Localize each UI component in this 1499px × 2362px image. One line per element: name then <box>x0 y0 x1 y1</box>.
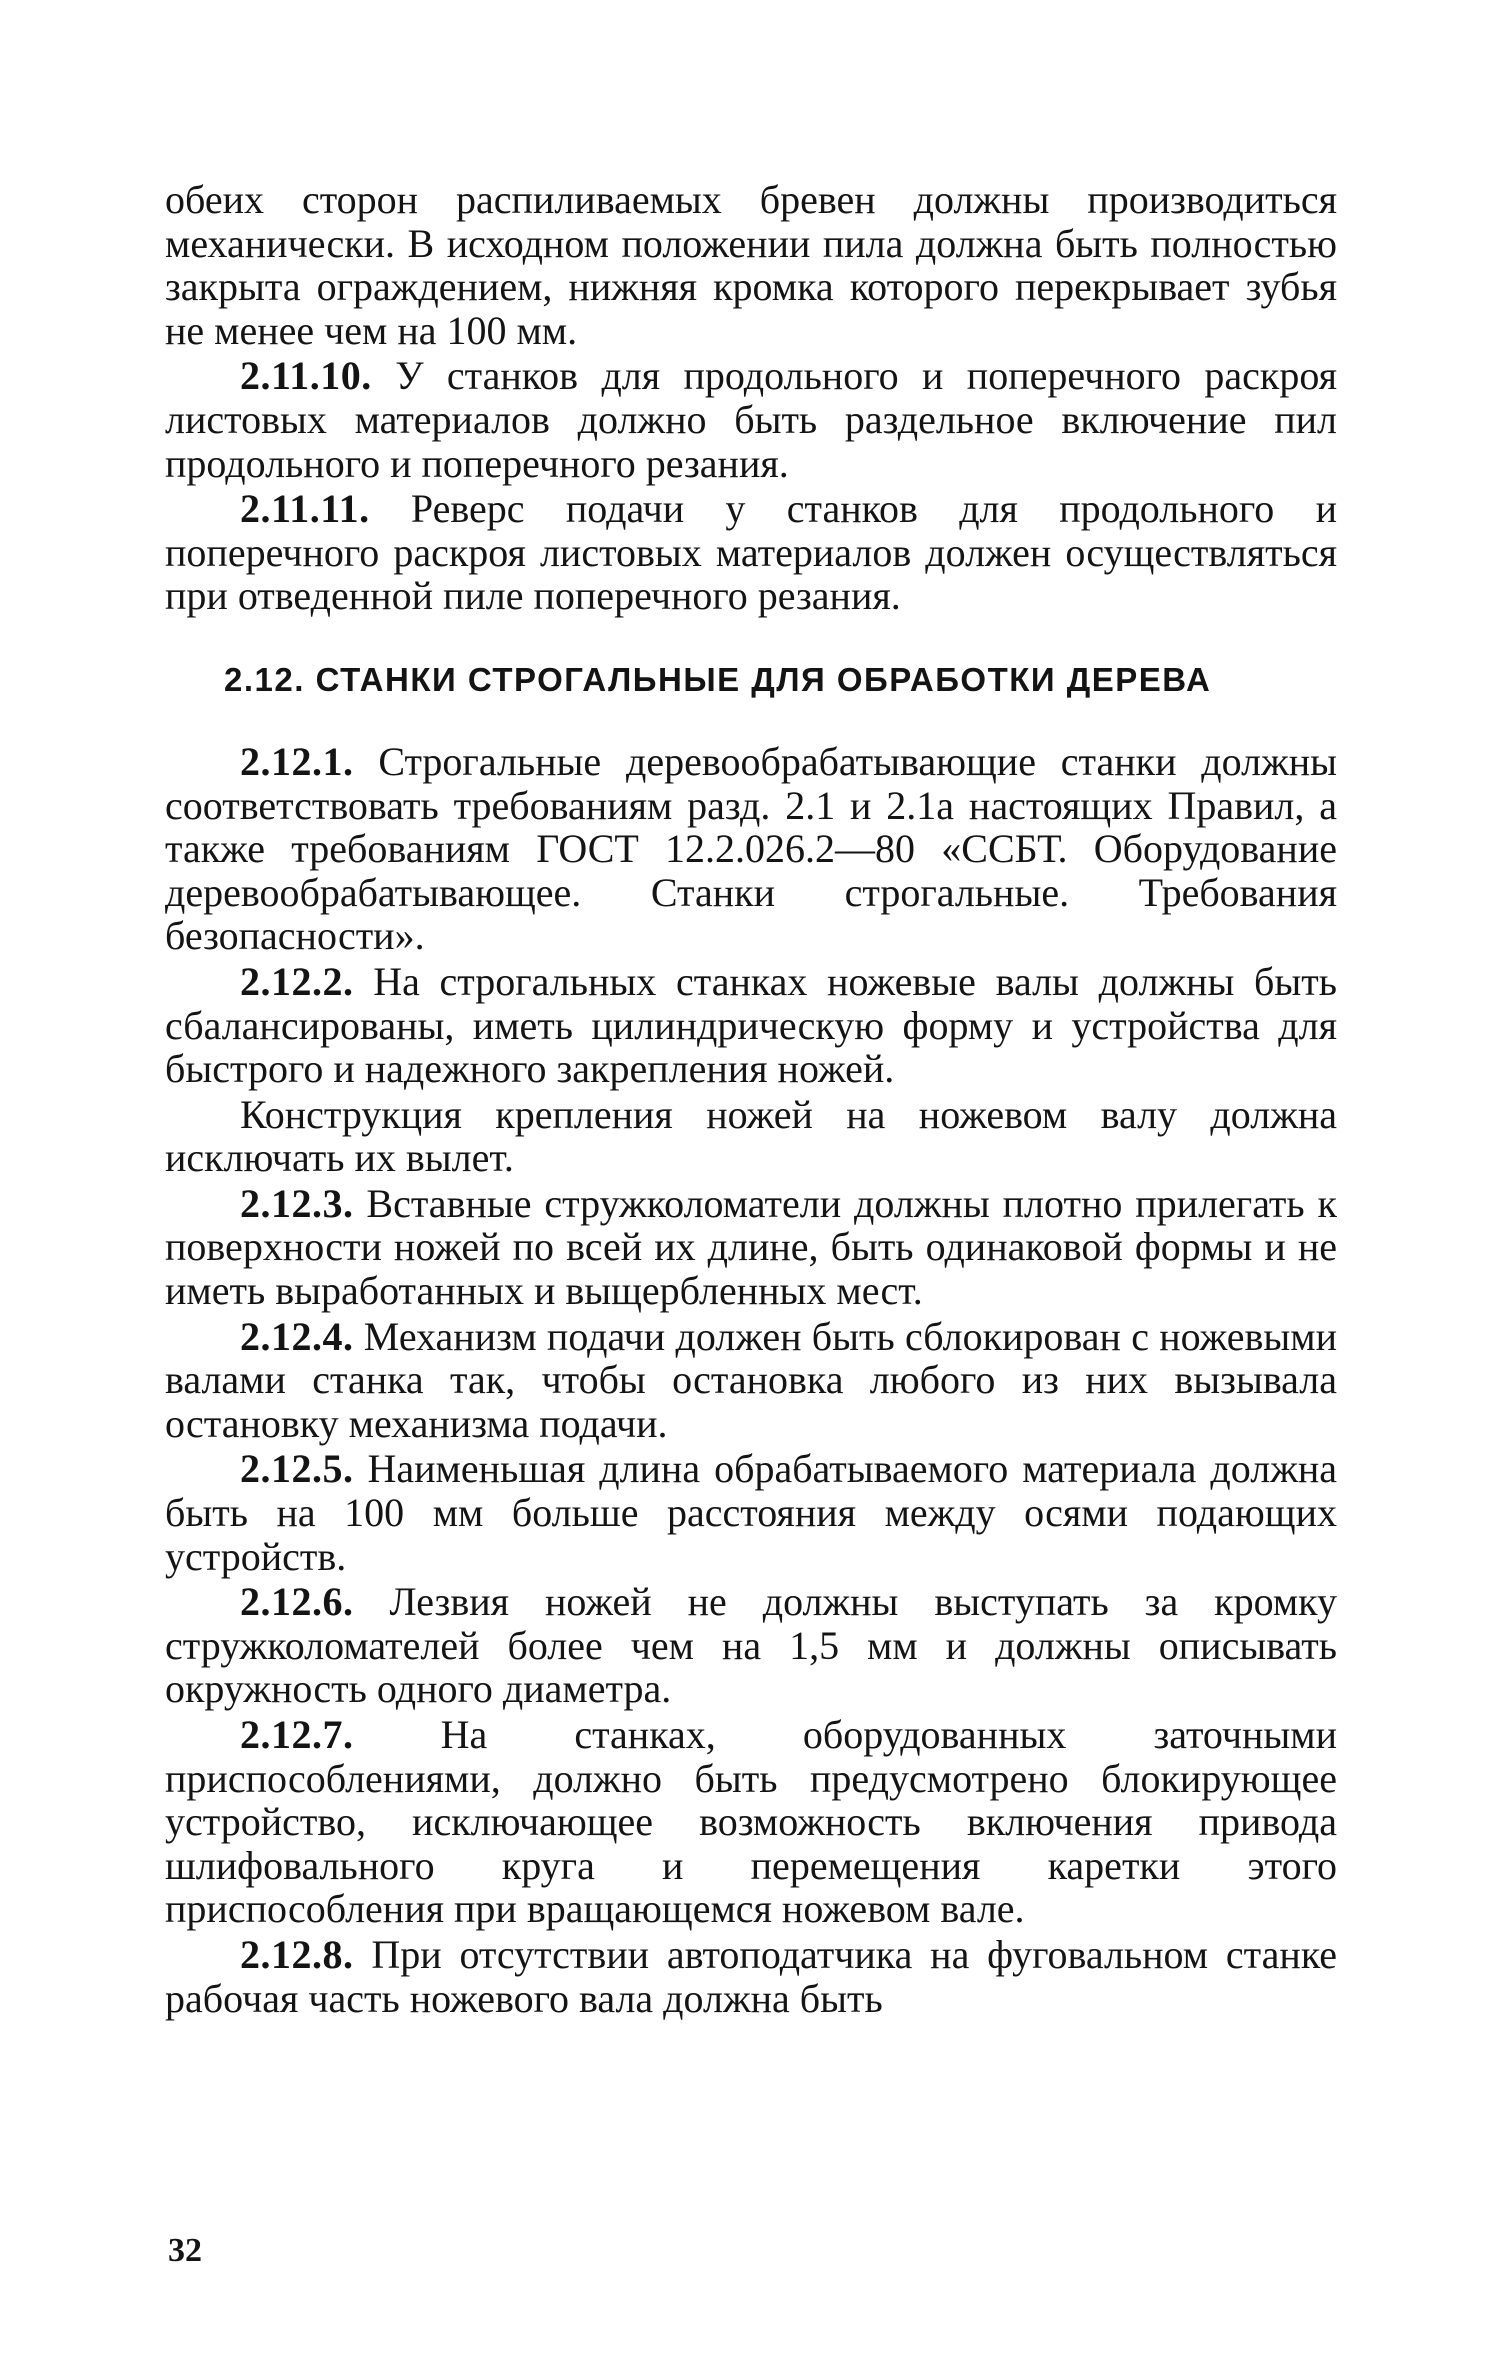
paragraph-text: Механизм подачи должен быть сблокирован с ножевыми валами станка так, чтобы остановка любого из них вызывала остановку механизма подачи. <box>165 1313 1338 1446</box>
clause-number: 2.12.2. <box>240 958 354 1004</box>
clause-number: 2.12.7. <box>240 1712 354 1757</box>
section-heading: 2.12. СТАНКИ СТРОГАЛЬНЫЕ ДЛЯ ОБРАБОТКИ ДЕРЕВА <box>224 660 1212 698</box>
paragraph-text: обеих сторон распиливаемых бревен должны производиться механически. В исходном положении пила должна быть полностью закрыта ограждением, нижняя кромка которого перекрывает зубья не менее чем на 100 мм. <box>165 177 1337 353</box>
paragraph-text: Наименьшая длина обрабатываемого материала должна быть на 100 мм больше расстояния между осями подающих устройств. <box>165 1446 1338 1579</box>
paragraph-text: При отсутствии автоподатчика на фуговальном станке рабочая часть ножевого вала должна быть <box>165 1931 1338 2021</box>
paragraph-text: Строгальные деревообрабатывающие станки должны соответствовать требованиям разд. 2.1 и 2.1а настоящих Правил, а также требованиям ГОСТ 12.2.026.2—80 «ССБТ. Оборудование деревообрабатывающее. Станки строгальные. Требования безопасности». <box>165 738 1337 959</box>
paragraph-2-11-10 <box>165 354 1337 485</box>
paragraph-2-12-3 <box>165 1182 1337 1313</box>
document-page <box>165 178 1337 2022</box>
paragraph-2-12-2-continued <box>165 1093 1337 1180</box>
paragraph-2-12-8 <box>165 1933 1337 2020</box>
clause-number: 2.12.8. <box>240 1931 354 1977</box>
paragraph-2-12-1 <box>165 740 1337 958</box>
paragraph-text: На строгальных станках ножевые валы должны быть сбалансированы, иметь цилиндрическую форму и устройства для быстрого и надежного закрепления ножей. <box>165 958 1337 1092</box>
clause-number: 2.11.10. <box>240 353 372 399</box>
clause-number: 2.12.5. <box>240 1446 354 1492</box>
paragraph-2-12-7 <box>165 1713 1337 1931</box>
clause-number: 2.12.1. <box>240 738 354 784</box>
paragraph-text: Лезвия ножей не должны выступать за кромку стружколомателей более чем на 1,5 мм и должны описывать окружность одного диаметра. <box>165 1579 1338 1712</box>
page-number: 32 <box>168 2232 202 2269</box>
paragraph-continuation <box>165 178 1337 352</box>
paragraph-text: Конструкция крепления ножей на ножевом валу должна исключать их вылет. <box>165 1091 1337 1181</box>
paragraph-2-12-5 <box>165 1447 1337 1578</box>
paragraph-text: Вставные стружколоматели должны плотно прилегать к поверхности ножей по всей их длине, быть одинаковой формы и не иметь выработанных и выщербленных мест. <box>165 1180 1337 1314</box>
paragraph-2-12-6 <box>165 1580 1337 1711</box>
clause-number: 2.12.4. <box>240 1313 354 1359</box>
paragraph-text: Реверс подачи у станков для продольного и поперечного раскроя листовых материалов должен осуществляться при отведенной пиле поперечного резания. <box>165 486 1338 619</box>
paragraph-text: У станков для продольного и поперечного раскроя листовых материалов должно быть раздельное включение пил продольного и поперечного резания. <box>165 353 1338 486</box>
paragraph-2-11-11 <box>165 487 1337 618</box>
paragraph-2-12-2 <box>165 960 1337 1091</box>
paragraph-text: На станках, оборудованных заточными приспособлениями, должно быть предусмотрено блокирующее устройство, исключающее возможность включения привода шлифовального круга и перемещения каретки этого приспособления при вращающемся ножевом вале. <box>165 1712 1337 1932</box>
paragraph-2-12-4 <box>165 1315 1337 1446</box>
clause-number: 2.11.11. <box>240 486 370 532</box>
clause-number: 2.12.3. <box>240 1180 354 1226</box>
clause-number: 2.12.6. <box>240 1579 354 1625</box>
